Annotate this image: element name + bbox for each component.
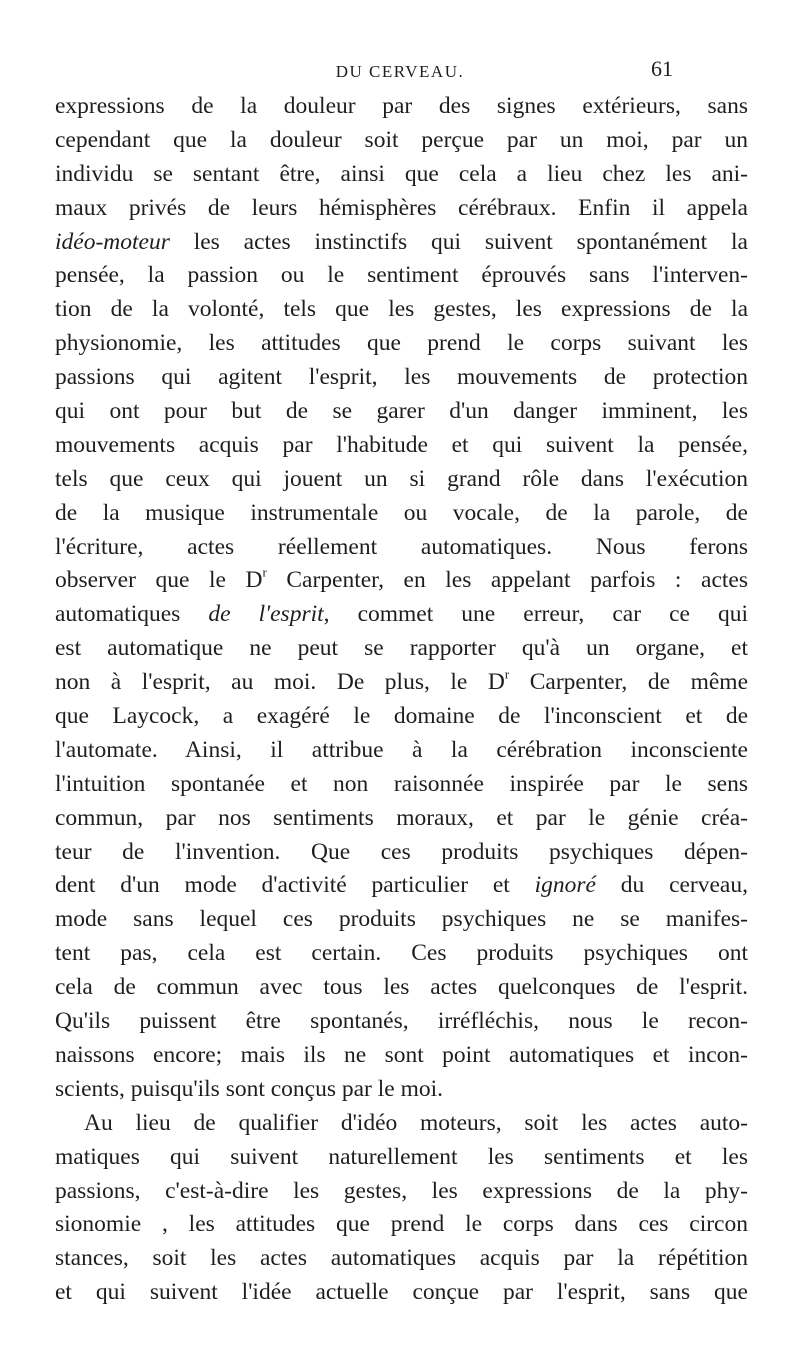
- text-line: [55, 226, 748, 260]
- text-segment: Carpenter, de même: [509, 669, 748, 696]
- running-title: DU CERVEAU.: [335, 62, 465, 81]
- text-line: [55, 158, 748, 192]
- text-segment: les actes instinctifs qui suivent spontanément la: [169, 228, 748, 255]
- text-segment: mode sans lequel ces produits psychiques ne se manifes-: [55, 906, 748, 933]
- text-line: [55, 259, 748, 293]
- text-segment: non à l'esprit, au moi. De plus, le D: [55, 669, 505, 696]
- text-line: [55, 836, 748, 870]
- text-line: [55, 1175, 748, 1209]
- text-line: [55, 700, 748, 734]
- text-segment: pensée, la passion ou le sentiment éprouvés sans l'interven-: [55, 262, 748, 289]
- text-segment: tels que ceux qui jouent un si grand rôle dans l'exécution: [55, 465, 748, 492]
- text-segment: passions, c'est-à-dire les gestes, les expressions de la phy-: [55, 1177, 748, 1204]
- italic-text: idéo-moteur: [55, 228, 170, 255]
- text-line: [55, 1208, 748, 1242]
- text-segment: l'intuition spontanée et non raisonnée inspirée par le sens: [55, 770, 748, 797]
- running-head: [0, 56, 800, 84]
- text-line: [55, 1005, 748, 1039]
- text-line: [55, 903, 748, 937]
- text-segment: commun, par nos sentiments moraux, et par le génie créa-: [55, 804, 748, 831]
- text-line: [55, 1141, 748, 1175]
- superscript: r: [262, 565, 267, 581]
- text-line: [55, 564, 748, 598]
- text-segment: matiques qui suivent naturellement les sentiments et les: [55, 1143, 748, 1170]
- text-line: [55, 598, 748, 632]
- text-line: [55, 497, 748, 531]
- text-segment: mouvements acquis par l'habitude et qui suivent la pensée,: [55, 431, 748, 458]
- text-line: [55, 531, 748, 565]
- italic-text: de l'esprit: [208, 601, 324, 628]
- text-segment: du cerveau,: [595, 872, 748, 899]
- italic-text: ignoré: [534, 872, 596, 899]
- text-line: [55, 937, 748, 971]
- text-line: [55, 1039, 748, 1073]
- body-text: [55, 90, 748, 1310]
- text-segment: physionomie, les attitudes que prend le corps suivant les: [55, 330, 748, 357]
- text-segment: tent pas, cela est certain. Ces produits psychiques ont: [55, 940, 748, 967]
- text-segment: , commet une erreur, car ce qui: [323, 601, 748, 628]
- text-line: [55, 632, 748, 666]
- text-segment: est automatique ne peut se rapporter qu'à un organe, et: [55, 635, 748, 662]
- text-line: [55, 327, 748, 361]
- text-segment: de la musique instrumentale ou vocale, de la parole, de: [55, 499, 748, 526]
- text-segment: qui ont pour but de se garer d'un danger imminent, les: [55, 398, 748, 425]
- text-line: [55, 124, 748, 158]
- text-segment: maux privés de leurs hémisphères cérébraux. Enfin il appela: [55, 194, 748, 221]
- text-segment: passions qui agitent l'esprit, les mouvements de protection: [55, 364, 748, 391]
- text-segment: sionomie , les attitudes que prend le corps dans ces circon: [55, 1211, 748, 1238]
- text-segment: Au lieu de qualifier d'idéo moteurs, soit les actes auto-: [84, 1109, 748, 1136]
- text-segment: l'automate. Ainsi, il attribue à la cérébration inconsciente: [55, 736, 748, 763]
- text-line: [55, 361, 748, 395]
- text-line: [55, 1107, 748, 1141]
- text-segment: teur de l'invention. Que ces produits psychiques dépen-: [55, 838, 748, 865]
- text-line: [55, 463, 748, 497]
- text-segment: l'écriture, actes réellement automatiques. Nous ferons: [55, 533, 748, 560]
- text-segment: expressions de la douleur par des signes extérieurs, sans: [55, 93, 748, 119]
- text-segment: et qui suivent l'idée actuelle conçue par l'esprit, sans que: [55, 1279, 748, 1306]
- text-line: [55, 90, 748, 124]
- text-segment: tion de la volonté, tels que les gestes, les expressions de la: [55, 296, 748, 323]
- text-segment: automatiques: [55, 601, 209, 628]
- text-line: [55, 666, 748, 700]
- text-segment: stances, soit les actes automatiques acquis par la répétition: [55, 1245, 748, 1272]
- text-line: [55, 395, 748, 429]
- text-segment: cependant que la douleur soit perçue par un moi, par un: [55, 126, 748, 153]
- superscript: r: [504, 666, 510, 682]
- text-segment: individu se sentant être, ainsi que cela a lieu chez les ani-: [55, 160, 748, 187]
- text-segment: scients, puisqu'ils sont conçus par le moi.: [55, 1075, 444, 1102]
- text-line: [55, 869, 748, 903]
- text-line: [55, 971, 748, 1005]
- text-segment: cela de commun avec tous les actes quelconques de l'esprit.: [55, 974, 748, 1001]
- text-segment: que Laycock, a exagéré le domaine de l'inconscient et de: [55, 703, 748, 730]
- text-line: [55, 802, 748, 836]
- text-segment: Carpenter, en les appelant parfois : actes: [266, 567, 748, 594]
- text-line: [55, 1242, 748, 1276]
- text-line: [55, 192, 748, 226]
- text-segment: Qu'ils puissent être spontanés, irréfléchis, nous le recon-: [55, 1008, 748, 1035]
- text-line: [55, 293, 748, 327]
- text-line: [55, 768, 748, 802]
- text-line: [55, 1073, 748, 1107]
- page-number: 61: [651, 56, 673, 81]
- text-line: [55, 734, 748, 768]
- text-segment: observer que le D: [55, 567, 263, 594]
- text-line: [55, 1276, 748, 1310]
- text-segment: dent d'un mode d'activité particulier et: [55, 872, 535, 899]
- text-line: [55, 429, 748, 463]
- text-segment: naissons encore; mais ils ne sont point automatiques et incon-: [55, 1041, 748, 1068]
